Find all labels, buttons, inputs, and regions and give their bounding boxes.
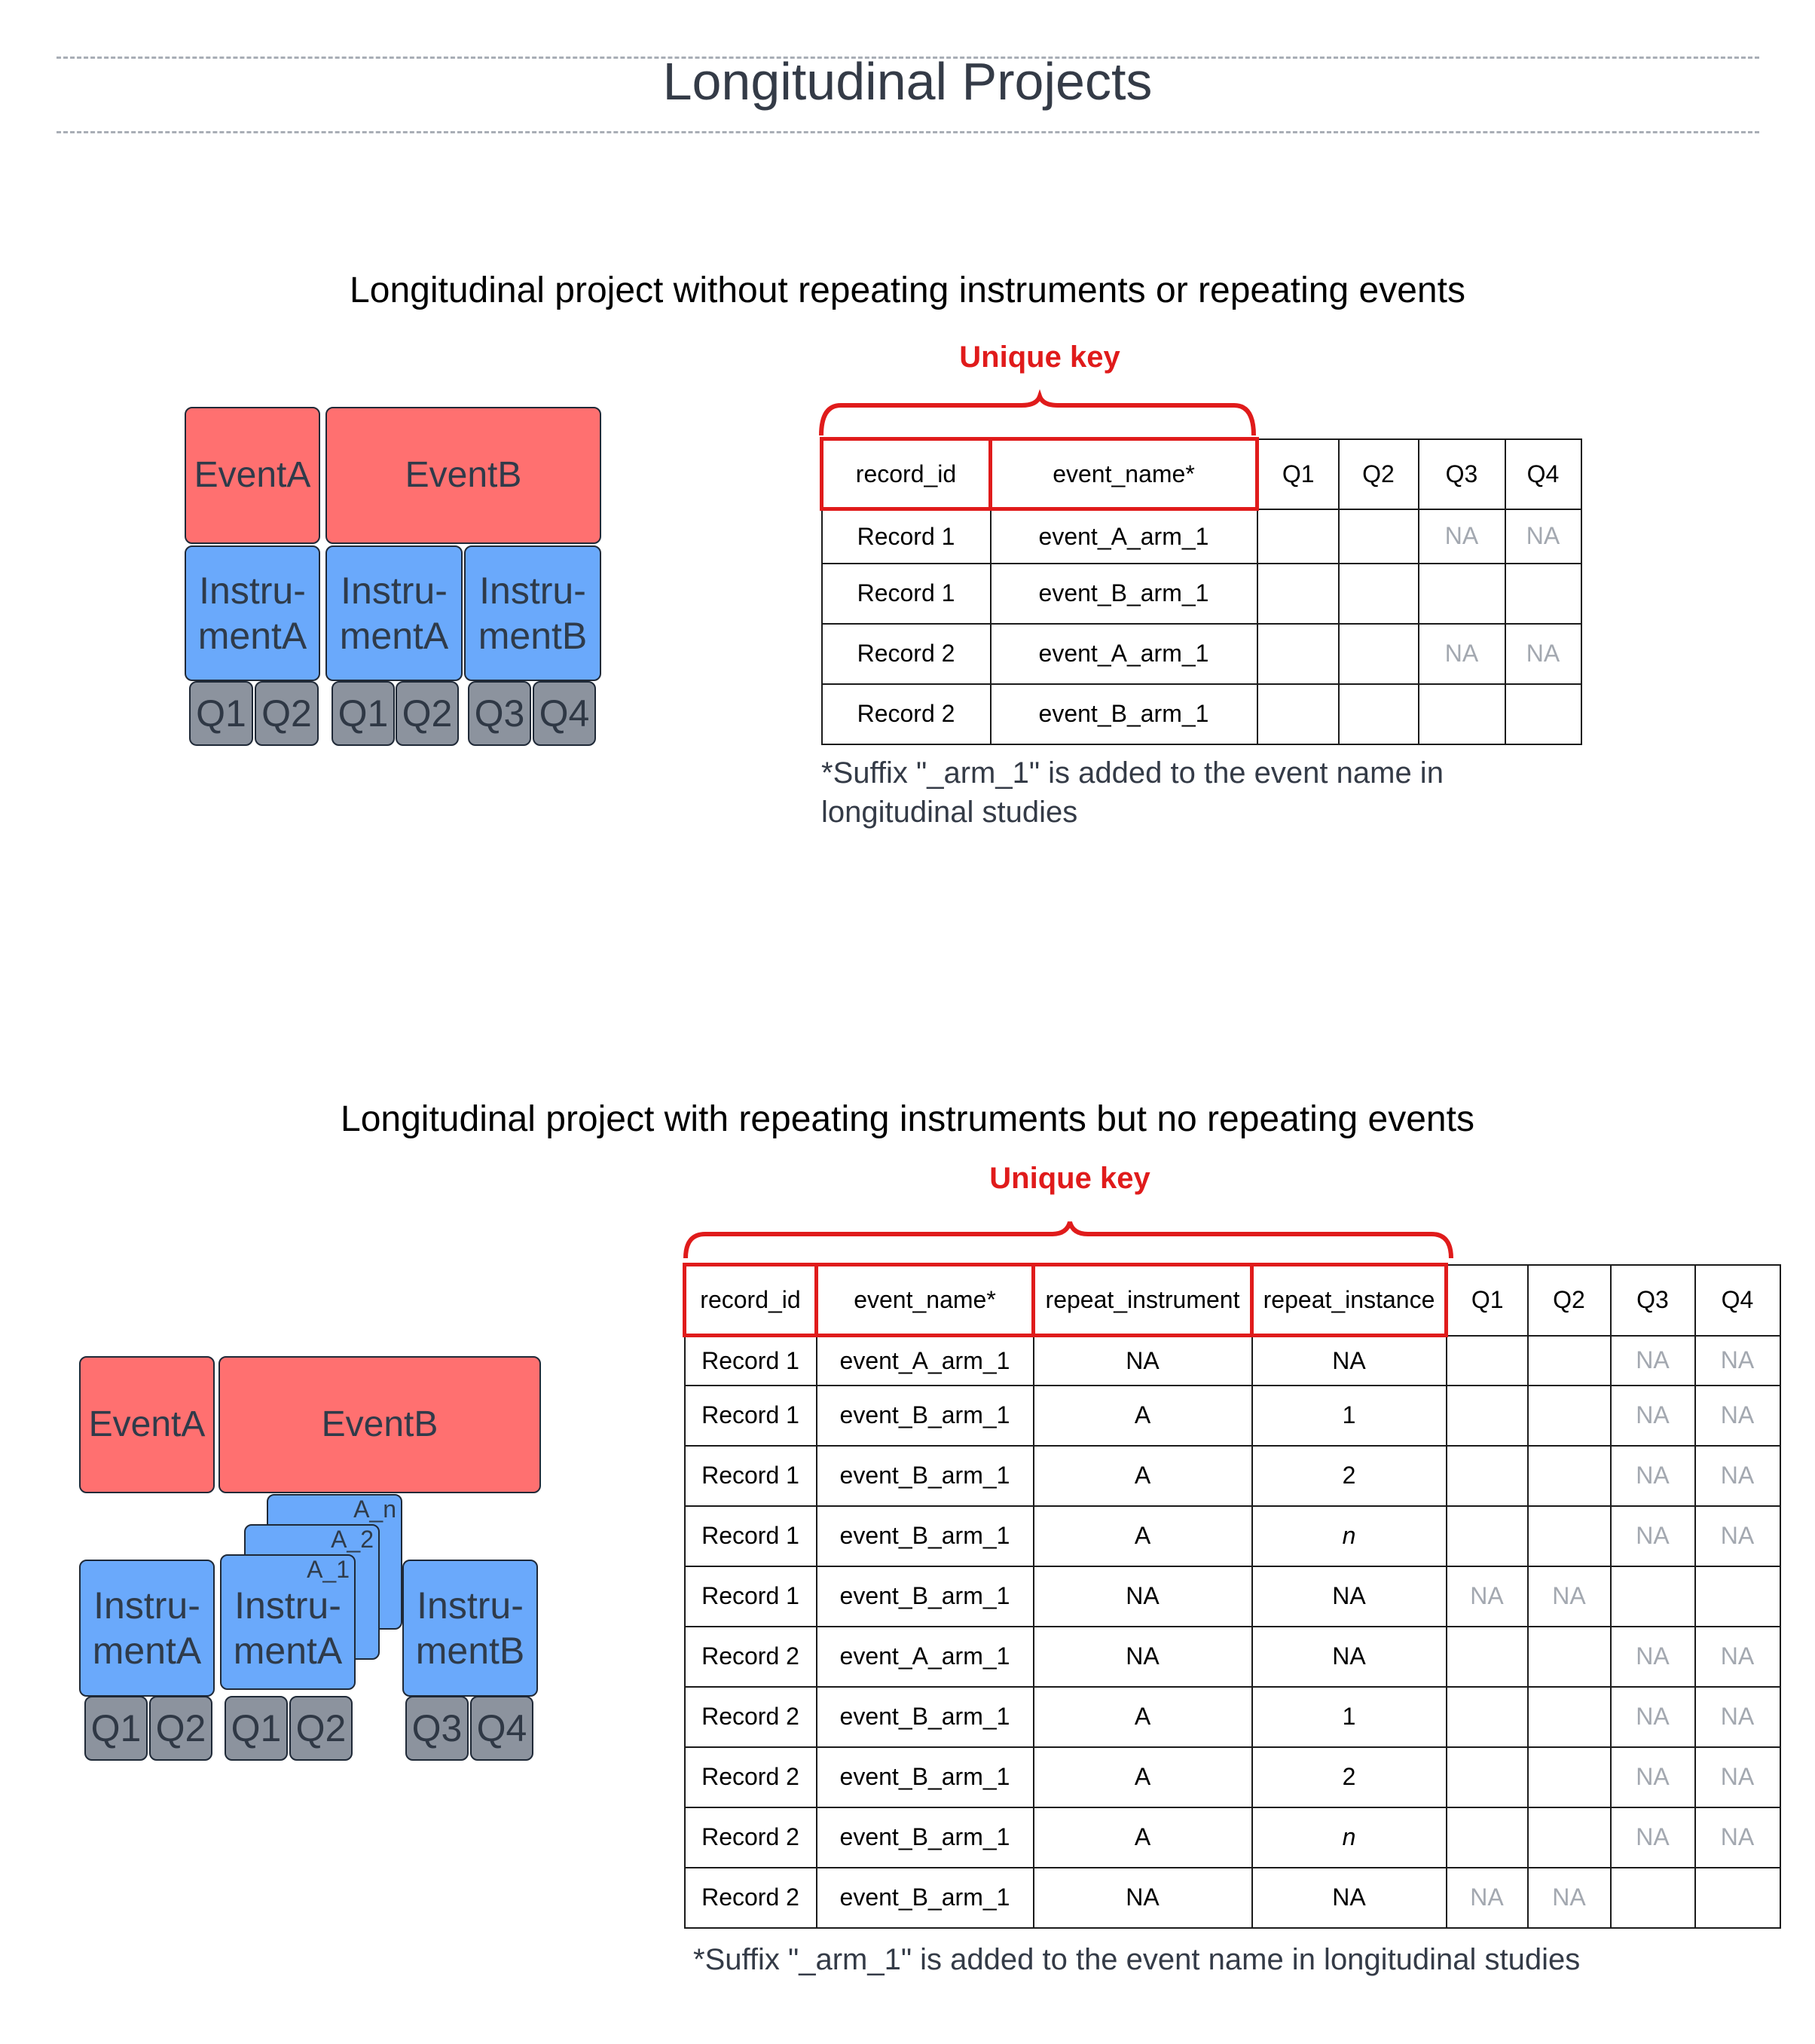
header-record-id: record_id — [822, 439, 991, 509]
question-block: Q1 — [84, 1696, 148, 1761]
table-cell: Record 2 — [822, 624, 991, 684]
table-cell: Record 2 — [685, 1627, 817, 1687]
page-title: Longitudinal Projects — [662, 52, 1153, 111]
question-block: Q4 — [470, 1696, 533, 1761]
section2-title: Longitudinal project with repeating instruments but no repeating events — [341, 1099, 1474, 1139]
table-row — [685, 1627, 1780, 1687]
table-cell: NA — [1611, 1807, 1695, 1868]
event-b-block: EventB — [218, 1356, 541, 1493]
instrument-a-block: Instru- mentA — [185, 545, 320, 681]
table-cell: event_B_arm_1 — [817, 1446, 1034, 1506]
table-row — [685, 1747, 1780, 1807]
section2-footnote: *Suffix "_arm_1" is added to the event name in longitudinal studies — [693, 1943, 1581, 1976]
table-cell: A — [1034, 1687, 1252, 1747]
table-cell: NA — [1034, 1868, 1252, 1928]
header-record-id: record_id — [685, 1265, 817, 1336]
question-block: Q4 — [533, 681, 596, 746]
table-row — [685, 1446, 1780, 1506]
table-cell: NA — [1034, 1336, 1252, 1386]
table-cell — [1257, 509, 1339, 564]
table-cell: A — [1034, 1446, 1252, 1506]
table-cell — [1528, 1807, 1611, 1868]
table-cell: event_A_arm_1 — [991, 509, 1257, 564]
table-row — [685, 1687, 1780, 1747]
table-cell — [1447, 1506, 1528, 1566]
table-cell: NA — [1611, 1627, 1695, 1687]
event-a-block: EventA — [185, 407, 320, 544]
table-cell — [1505, 564, 1581, 624]
instrument-a-block: Instru- mentA — [79, 1560, 215, 1697]
question-block: Q2 — [149, 1696, 212, 1761]
table-cell — [1419, 684, 1505, 744]
section1-footnote: *Suffix "_arm_1" is added to the event name in longitudinal studies — [821, 756, 1444, 829]
table-cell: 2 — [1252, 1747, 1447, 1807]
question-block: Q1 — [225, 1696, 288, 1761]
header-event-name: event_name* — [991, 439, 1257, 509]
table-cell — [1528, 1627, 1611, 1687]
table-cell: NA — [1528, 1566, 1611, 1627]
table-cell: NA — [1447, 1868, 1528, 1928]
table-cell — [1611, 1868, 1695, 1928]
header-q1: Q1 — [1447, 1265, 1528, 1336]
table-row — [685, 1336, 1780, 1386]
table-cell: event_B_arm_1 — [991, 684, 1257, 744]
table-cell: NA — [1695, 1807, 1780, 1868]
table-cell: Record 1 — [822, 564, 991, 624]
table-cell: NA — [1611, 1687, 1695, 1747]
table-cell — [1528, 1336, 1611, 1386]
table-cell: Record 2 — [685, 1807, 817, 1868]
table-cell: NA — [1695, 1386, 1780, 1446]
table-cell: NA — [1695, 1446, 1780, 1506]
repeat-instance-label: A_n — [353, 1496, 396, 1523]
table-row — [685, 1868, 1780, 1928]
table-row — [685, 1386, 1780, 1446]
header-q2: Q2 — [1339, 439, 1419, 509]
table-cell: Record 2 — [822, 684, 991, 744]
title-bottom-divider — [57, 131, 1759, 133]
table-cell: NA — [1505, 624, 1581, 684]
table-cell — [1339, 509, 1419, 564]
table-cell: 2 — [1252, 1446, 1447, 1506]
header-repeat-instance: repeat_instance — [1252, 1265, 1447, 1336]
table-cell — [1447, 1627, 1528, 1687]
table-cell: NA — [1034, 1566, 1252, 1627]
table-cell — [1528, 1687, 1611, 1747]
table-cell: event_B_arm_1 — [817, 1506, 1034, 1566]
instrument-a-block: Instru- mentA — [325, 545, 463, 681]
table-cell — [1257, 564, 1339, 624]
table-cell: NA — [1695, 1336, 1780, 1386]
table-row — [685, 1566, 1780, 1627]
question-block: Q2 — [289, 1696, 353, 1761]
repeating-instrument-a-label: Instru- mentA — [233, 1584, 343, 1672]
table-row — [822, 564, 1581, 624]
table-cell — [1528, 1747, 1611, 1807]
table-cell — [1695, 1566, 1780, 1627]
unique-key-label: Unique key — [959, 341, 1120, 374]
event-a-block: EventA — [79, 1356, 215, 1493]
question-block: Q2 — [396, 681, 459, 746]
table-cell: NA — [1252, 1627, 1447, 1687]
table-cell — [1505, 684, 1581, 744]
table-cell — [1611, 1566, 1695, 1627]
table-cell: NA — [1419, 509, 1505, 564]
table-cell: event_A_arm_1 — [817, 1627, 1034, 1687]
table-cell: NA — [1528, 1868, 1611, 1928]
table-cell: Record 2 — [685, 1868, 817, 1928]
header-q4: Q4 — [1695, 1265, 1780, 1336]
question-block: Q1 — [189, 681, 253, 746]
table-cell: NA — [1611, 1336, 1695, 1386]
table-cell: NA — [1252, 1868, 1447, 1928]
table-cell — [1257, 624, 1339, 684]
table-cell: NA — [1611, 1506, 1695, 1566]
table-cell: NA — [1611, 1446, 1695, 1506]
table-row — [822, 624, 1581, 684]
table-cell — [1528, 1506, 1611, 1566]
unique-key-label: Unique key — [989, 1162, 1150, 1195]
header-repeat-instrument: repeat_instrument — [1034, 1265, 1252, 1336]
table-cell — [1447, 1807, 1528, 1868]
table-cell: event_B_arm_1 — [817, 1566, 1034, 1627]
question-block: Q3 — [405, 1696, 469, 1761]
table-header-row — [685, 1265, 1780, 1336]
table-row — [822, 684, 1581, 744]
table-cell: A — [1034, 1386, 1252, 1446]
section2-table — [683, 1263, 1781, 1929]
table-cell: event_B_arm_1 — [817, 1807, 1034, 1868]
table-cell: Record 1 — [685, 1446, 817, 1506]
table-cell: event_B_arm_1 — [991, 564, 1257, 624]
table-row — [822, 509, 1581, 564]
table-header-row — [822, 439, 1581, 509]
table-cell: NA — [1447, 1566, 1528, 1627]
table-cell: Record 1 — [685, 1386, 817, 1446]
table-cell: event_A_arm_1 — [991, 624, 1257, 684]
table-cell: Record 1 — [685, 1506, 817, 1566]
table-cell — [1419, 564, 1505, 624]
table-cell: 1 — [1252, 1687, 1447, 1747]
table-cell — [1528, 1386, 1611, 1446]
table-cell: event_B_arm_1 — [817, 1386, 1034, 1446]
instrument-b-block: Instru- mentB — [402, 1560, 538, 1697]
repeat-instance-label: A_1 — [307, 1556, 350, 1583]
table-cell — [1339, 624, 1419, 684]
table-cell: A — [1034, 1747, 1252, 1807]
table-cell — [1447, 1747, 1528, 1807]
table-cell: NA — [1034, 1627, 1252, 1687]
table-cell: NA — [1252, 1336, 1447, 1386]
table-cell: event_B_arm_1 — [817, 1747, 1034, 1807]
table-cell — [1447, 1336, 1528, 1386]
question-block: Q3 — [468, 681, 531, 746]
table-cell: A — [1034, 1506, 1252, 1566]
table-cell — [1339, 564, 1419, 624]
table-cell: event_A_arm_1 — [817, 1336, 1034, 1386]
table-cell: NA — [1695, 1506, 1780, 1566]
table-cell: NA — [1695, 1687, 1780, 1747]
table-cell: event_B_arm_1 — [817, 1868, 1034, 1928]
table-cell — [1528, 1446, 1611, 1506]
table-cell: Record 1 — [685, 1336, 817, 1386]
table-cell: Record 2 — [685, 1687, 817, 1747]
header-q2: Q2 — [1528, 1265, 1611, 1336]
table-cell — [1447, 1687, 1528, 1747]
header-q1: Q1 — [1257, 439, 1339, 509]
table-cell: Record 1 — [685, 1566, 817, 1627]
table-cell: n — [1252, 1807, 1447, 1868]
header-q3: Q3 — [1419, 439, 1505, 509]
table-cell — [1339, 684, 1419, 744]
table-cell — [1257, 684, 1339, 744]
header-event-name: event_name* — [817, 1265, 1034, 1336]
table-cell: NA — [1419, 624, 1505, 684]
header-q3: Q3 — [1611, 1265, 1695, 1336]
question-block: Q2 — [255, 681, 319, 746]
table-cell: 1 — [1252, 1386, 1447, 1446]
table-cell — [1695, 1868, 1780, 1928]
table-cell: n — [1252, 1506, 1447, 1566]
table-cell: NA — [1611, 1386, 1695, 1446]
table-cell: NA — [1505, 509, 1581, 564]
section1-title: Longitudinal project without repeating instruments or repeating events — [350, 270, 1465, 310]
unique-key-brace — [818, 396, 1255, 441]
table-row — [685, 1506, 1780, 1566]
table-cell: Record 2 — [685, 1747, 817, 1807]
table-cell: NA — [1695, 1747, 1780, 1807]
section1-table — [820, 437, 1582, 745]
question-block: Q1 — [332, 681, 395, 746]
instrument-b-block: Instru- mentB — [464, 545, 601, 681]
table-cell: NA — [1252, 1566, 1447, 1627]
unique-key-brace — [683, 1219, 1454, 1264]
repeat-instance-label: A_2 — [331, 1526, 374, 1553]
table-cell: NA — [1695, 1627, 1780, 1687]
event-b-block: EventB — [325, 407, 601, 544]
table-cell: A — [1034, 1807, 1252, 1868]
table-cell: NA — [1611, 1747, 1695, 1807]
table-row — [685, 1807, 1780, 1868]
table-cell: event_B_arm_1 — [817, 1687, 1034, 1747]
table-cell — [1447, 1386, 1528, 1446]
table-cell — [1447, 1446, 1528, 1506]
table-cell: Record 1 — [822, 509, 991, 564]
header-q4: Q4 — [1505, 439, 1581, 509]
